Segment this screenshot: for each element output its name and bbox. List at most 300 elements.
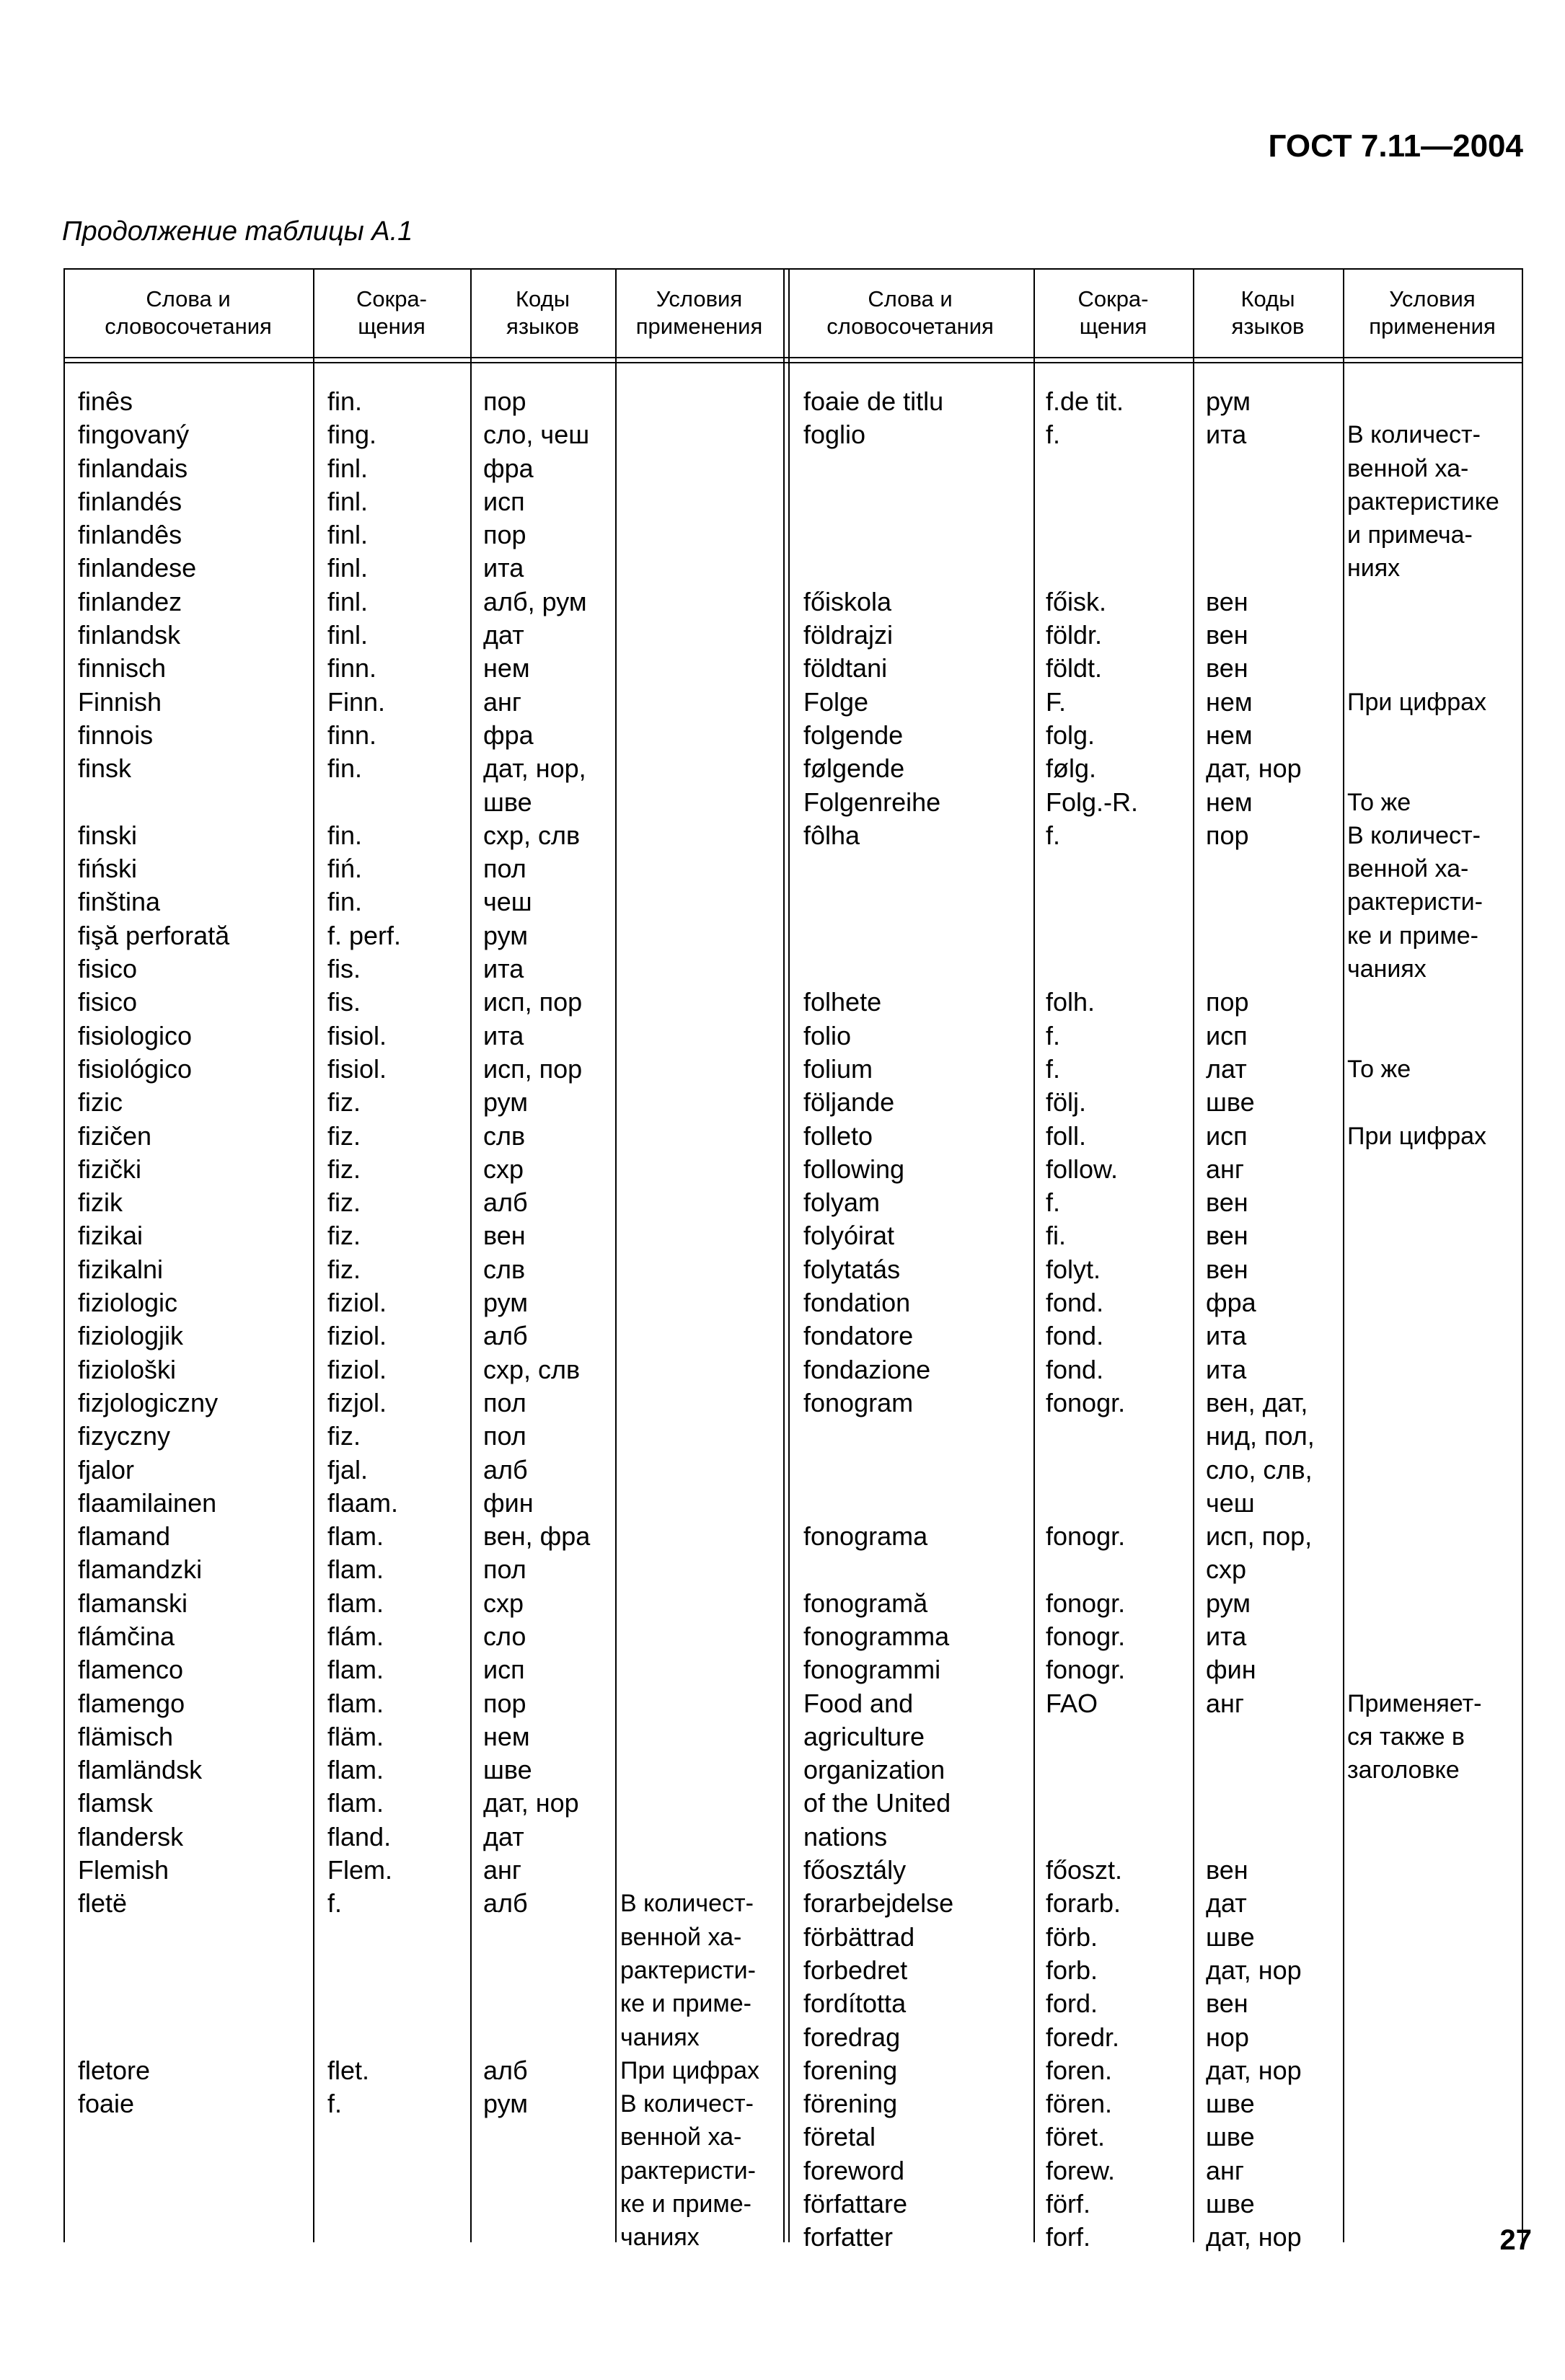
- table-cell: [620, 885, 759, 919]
- table-cell: [78, 1921, 229, 1954]
- column-words-right: [803, 385, 953, 2255]
- table-cell: [327, 2021, 401, 2054]
- table-cell: нем: [1206, 686, 1253, 717]
- table-cell: [78, 2221, 229, 2254]
- table-cell: [1206, 852, 1315, 885]
- table-cell: [1347, 1520, 1499, 1553]
- table-cell: fond.: [1046, 1354, 1104, 1384]
- table-cell: нор: [1206, 2022, 1249, 2052]
- table-cell: вен: [1206, 1855, 1248, 1885]
- table-cell: fonogr.: [1046, 1655, 1126, 1685]
- table-cell: fi.: [1046, 1221, 1067, 1251]
- table-cell: То же: [1347, 1055, 1411, 1083]
- table-cell: fisiol.: [327, 1020, 387, 1050]
- header-words: Слова и словосочетания: [105, 286, 272, 339]
- table-cell: [620, 1053, 759, 1086]
- table-cell: [327, 2154, 401, 2187]
- table-cell: [620, 1454, 759, 1487]
- table-cell: дат, нор: [1206, 2222, 1302, 2252]
- header-abbr-right: Сокра- щения: [1077, 286, 1149, 339]
- table-cell: пол: [483, 1421, 526, 1451]
- col-border: [63, 268, 65, 2242]
- col-border: [1343, 268, 1344, 2242]
- table-cell: [1347, 2120, 1499, 2154]
- table-cell: дат, нор: [483, 1788, 579, 1818]
- table-cell: [327, 1921, 401, 1954]
- table-cell: [1206, 1787, 1315, 1820]
- table-cell: [620, 1386, 759, 1420]
- table-cell: [620, 1787, 759, 1820]
- table-cell: [620, 1687, 759, 1720]
- table-cell: чеш: [483, 887, 532, 917]
- table-cell: forfatter: [803, 2222, 894, 2252]
- table-cell: [620, 719, 759, 752]
- table-cell: [620, 1653, 759, 1686]
- table-cell: fisiológico: [78, 1053, 193, 1084]
- table-cell: рум: [1206, 386, 1251, 416]
- table-cell: алб: [483, 1888, 528, 1919]
- table-cell: f.: [327, 1888, 343, 1919]
- table-cell: [1347, 1319, 1499, 1353]
- table-cell: földt.: [1046, 653, 1103, 684]
- table-cell: fiz.: [327, 1221, 361, 1251]
- table-cell: ита: [483, 954, 524, 984]
- table-cell: [620, 1553, 759, 1586]
- table-cell: fis.: [327, 987, 361, 1017]
- table-cell: fonogramma: [803, 1621, 950, 1651]
- table-cell: fjal.: [327, 1454, 369, 1485]
- table-cell: foglio: [803, 420, 866, 450]
- table-cell: сло: [483, 1621, 526, 1651]
- table-cell: fonogrammi: [803, 1655, 941, 1685]
- table-cell: fingovaný: [78, 420, 190, 450]
- table-cell: [620, 1120, 759, 1153]
- table-cell: föret.: [1046, 2122, 1106, 2152]
- table-cell: finski: [78, 820, 138, 850]
- table-cell: [620, 518, 759, 552]
- table-cell: [1347, 1420, 1499, 1453]
- table-cell: finlandais: [78, 453, 188, 483]
- col-border: [1033, 268, 1035, 2242]
- table-cell: сло, чеш: [483, 420, 590, 450]
- table-cell: folh.: [1046, 987, 1096, 1017]
- table-cell: fordította: [803, 1989, 907, 2019]
- table-cell: исп, пор,: [1206, 1521, 1313, 1552]
- table-cell: finl.: [327, 553, 369, 583]
- table-cell: [620, 852, 759, 885]
- table-cell: following: [803, 1154, 905, 1184]
- table-cell: рактеристике: [1347, 487, 1499, 516]
- table-cell: фра: [1206, 1288, 1256, 1318]
- table-cell: нем: [483, 1721, 530, 1751]
- table-cell: [620, 418, 759, 451]
- table-cell: [1206, 1821, 1315, 1854]
- page-number: 27: [1499, 2224, 1532, 2256]
- table-cell: flam.: [327, 1688, 384, 1718]
- table-cell: [620, 1153, 759, 1186]
- table-cell: венной ха-: [1347, 855, 1469, 883]
- table-cell: пор: [1206, 820, 1249, 850]
- table-cell: fonogr.: [1046, 1521, 1126, 1552]
- table-cell: [1206, 518, 1315, 552]
- table-cell: fis.: [327, 954, 361, 984]
- table-cell: főiskola: [803, 586, 892, 616]
- table-cell: finês: [78, 386, 133, 416]
- table-cell: нем: [1206, 787, 1253, 817]
- table-cell: [483, 1954, 590, 1987]
- table-cell: finnois: [78, 720, 154, 750]
- table-cell: пор: [1206, 987, 1249, 1017]
- table-cell: finl.: [327, 586, 369, 616]
- table-cell: вен: [483, 1221, 526, 1251]
- table-cell: finl.: [327, 520, 369, 550]
- table-cell: ке и приме-: [620, 1990, 751, 2018]
- table-cell: fond.: [1046, 1321, 1104, 1351]
- table-cell: företal: [803, 2122, 876, 2152]
- table-cell: [620, 1720, 759, 1753]
- table-cell: Folgenreihe: [803, 787, 941, 817]
- table-cell: и примеча-: [1347, 521, 1473, 549]
- table-cell: лат: [1206, 1053, 1247, 1084]
- table-cell: рум: [483, 2089, 528, 2119]
- table-cell: слв: [483, 1120, 526, 1151]
- table-cell: fonograma: [803, 1521, 928, 1552]
- table-cell: [483, 2187, 590, 2221]
- table-cell: flämisch: [78, 1721, 174, 1751]
- table-cell: fonogr.: [1046, 1621, 1126, 1651]
- col-border: [615, 268, 617, 2242]
- table-cell: ита: [483, 553, 524, 583]
- table-cell: [78, 1987, 229, 2020]
- table-cell: [803, 919, 953, 952]
- table-cell: [1347, 1186, 1499, 1219]
- col-border: [1193, 268, 1194, 2242]
- table-cell: [78, 1954, 229, 1987]
- table-cell: [1046, 1821, 1138, 1854]
- col-border: [470, 268, 472, 2242]
- table-cell: дат: [483, 620, 524, 650]
- table-cell: [1046, 1454, 1138, 1487]
- table-cell: рум: [483, 1288, 528, 1318]
- table-cell: fisiologico: [78, 1020, 193, 1050]
- table-cell: [1347, 1987, 1499, 2020]
- table-cell: [1206, 485, 1315, 518]
- table-cell: исп: [1206, 1020, 1248, 1050]
- table-cell: схр, слв: [483, 1354, 581, 1384]
- table-cell: [78, 2021, 229, 2054]
- table-cell: ниях: [1347, 554, 1401, 583]
- table-cell: анг: [483, 1855, 522, 1885]
- table-cell: fondation: [803, 1288, 911, 1318]
- table-cell: Food and: [803, 1688, 914, 1718]
- col-border-double: [783, 268, 790, 2242]
- table-cell: [327, 786, 401, 819]
- table-cell: forf.: [1046, 2222, 1091, 2252]
- table-cell: [1046, 919, 1138, 952]
- table-cell: follow.: [1046, 1154, 1119, 1184]
- table-cell: földr.: [1046, 620, 1103, 650]
- table-cell: folgende: [803, 720, 904, 750]
- table-cell: F.: [1046, 686, 1067, 717]
- table-cell: nations: [803, 1821, 888, 1852]
- table-cell: finn.: [327, 720, 377, 750]
- table-cell: författare: [803, 2189, 908, 2219]
- table-cell: шве: [1206, 1087, 1255, 1118]
- table-cell: [483, 2120, 590, 2154]
- table-cell: [327, 2187, 401, 2221]
- table-cell: flam.: [327, 1521, 384, 1552]
- table-cell: [1347, 1954, 1499, 1987]
- table-cell: finnisch: [78, 653, 167, 684]
- table-cell: flamländsk: [78, 1755, 203, 1785]
- table-cell: f.: [327, 2089, 343, 2119]
- table-cell: [1347, 1887, 1499, 1920]
- table-cell: [620, 686, 759, 719]
- table-cell: finn.: [327, 653, 377, 684]
- table-cell: fören.: [1046, 2089, 1113, 2119]
- table-cell: flamenco: [78, 1655, 184, 1685]
- table-cell: [803, 452, 953, 485]
- table-cell: flam.: [327, 1588, 384, 1618]
- table-cell: [620, 952, 759, 986]
- table-cell: fonogramă: [803, 1588, 928, 1618]
- table-cell: рум: [1206, 1588, 1251, 1618]
- table-cell: В количест-: [620, 2090, 754, 2118]
- table-cell: фин: [1206, 1655, 1256, 1685]
- header-codes: Коды языков: [506, 286, 579, 339]
- table-cell: алб: [483, 1187, 528, 1218]
- table-cell: [620, 752, 759, 785]
- table-cell: folyam: [803, 1187, 881, 1218]
- table-cell: förf.: [1046, 2189, 1091, 2219]
- table-cell: forb.: [1046, 1955, 1098, 1985]
- table-cell: förb.: [1046, 1921, 1098, 1952]
- table-cell: fôlha: [803, 820, 860, 850]
- table-cell: ке и приме-: [1347, 921, 1478, 950]
- table-cell: [1347, 2154, 1499, 2187]
- table-cell: flam.: [327, 1554, 384, 1585]
- table-cell: [1347, 719, 1499, 752]
- table-cell: пор: [483, 520, 526, 550]
- table-cell: fiński: [78, 854, 138, 884]
- table-cell: [620, 385, 759, 418]
- table-cell: fizic: [78, 1087, 123, 1118]
- table-cell: дат, нор: [1206, 2055, 1302, 2085]
- table-cell: folyóirat: [803, 1221, 895, 1251]
- table-cell: fiziologjik: [78, 1321, 184, 1351]
- table-cell: нид, пол,: [1206, 1421, 1315, 1451]
- table-cell: flám.: [327, 1621, 384, 1651]
- table-cell: finština: [78, 887, 161, 917]
- table-cell: förening: [803, 2089, 898, 2119]
- table-cell: пол: [483, 1387, 526, 1417]
- table-cell: fiziološki: [78, 1354, 177, 1384]
- table-cell: [620, 1019, 759, 1053]
- column-conditions-left: [620, 385, 759, 2255]
- table-cell: Flem.: [327, 1855, 392, 1885]
- table-cell: f.: [1046, 1187, 1061, 1218]
- table-cell: исп: [483, 486, 525, 516]
- standard-designation: ГОСТ 7.11—2004: [1268, 128, 1523, 164]
- table-cell: forbedret: [803, 1955, 908, 1985]
- table-cell: вен: [1206, 586, 1248, 616]
- table-cell: flamengo: [78, 1688, 185, 1718]
- table-cell: [803, 485, 953, 518]
- table-cell: fletë: [78, 1888, 128, 1919]
- table-cell: foren.: [1046, 2055, 1113, 2085]
- table-cell: [1347, 1353, 1499, 1386]
- table-cell: [1347, 385, 1499, 418]
- table-cell: fjalor: [78, 1454, 135, 1485]
- table-cell: [483, 2154, 590, 2187]
- table-cell: följande: [803, 1087, 895, 1118]
- table-cell: [1347, 1386, 1499, 1420]
- table-cell: фра: [483, 720, 534, 750]
- table-cell: [1046, 1487, 1138, 1520]
- table-cell: fiziol.: [327, 1288, 387, 1318]
- table-cell: ита: [1206, 1321, 1247, 1351]
- table-cell: [803, 552, 953, 585]
- table-cell: нем: [1206, 720, 1253, 750]
- table-cell: рактеристи-: [620, 2156, 756, 2185]
- table-cell: [1347, 1086, 1499, 1119]
- table-cell: flam.: [327, 1755, 384, 1785]
- table-cell: [1206, 919, 1315, 952]
- column-words-left: [78, 385, 229, 2255]
- header-abbr: Сокра- щения: [356, 286, 427, 339]
- table-cell: folyt.: [1046, 1254, 1101, 1284]
- table-cell: шве: [1206, 2122, 1255, 2152]
- table-cell: fiz.: [327, 1120, 361, 1151]
- table-cell: of the United: [803, 1788, 951, 1818]
- table-cell: вен: [1206, 620, 1248, 650]
- table-cell: дат, нор,: [483, 753, 586, 784]
- table-cell: рактеристи-: [1347, 888, 1483, 916]
- table-cell: f.: [1046, 1053, 1061, 1084]
- table-cell: В количест-: [620, 1890, 754, 1918]
- table-cell: finl.: [327, 453, 369, 483]
- table-cell: [327, 1954, 401, 1987]
- table-cell: [1046, 452, 1138, 485]
- table-cell: [1206, 452, 1315, 485]
- table-cell: finlandsk: [78, 620, 181, 650]
- table-cell: заголовке: [1347, 1756, 1460, 1784]
- table-cell: folio: [803, 1020, 852, 1050]
- table-cell: fişă perforată: [78, 920, 230, 950]
- table-cell: чаниях: [620, 2023, 700, 2051]
- table-cell: fläm.: [327, 1721, 384, 1751]
- table-cell: fizik: [78, 1187, 123, 1218]
- column-codes-left: [483, 385, 590, 2255]
- header-conditions: Условия применения: [635, 286, 763, 339]
- table-cell: [483, 2221, 590, 2254]
- table-cell: fletore: [78, 2055, 151, 2085]
- table-cell: f. perf.: [327, 920, 402, 950]
- table-cell: [803, 952, 953, 986]
- table-cell: fing.: [327, 420, 377, 450]
- table-cell: вен: [1206, 1989, 1248, 2019]
- table-cell: [620, 585, 759, 619]
- table-cell: [620, 1821, 759, 1854]
- table-cell: [620, 1587, 759, 1620]
- table-cell: FAO: [1046, 1688, 1098, 1718]
- table-cell: főosztály: [803, 1855, 907, 1885]
- table-cell: При цифрах: [1347, 688, 1487, 716]
- table-cell: При цифрах: [1347, 1122, 1487, 1150]
- column-codes-right: [1206, 385, 1315, 2255]
- table-cell: [1046, 852, 1138, 885]
- table-cell: схр: [483, 1588, 524, 1618]
- table-cell: [483, 1921, 590, 1954]
- table-cell: fonogram: [803, 1387, 914, 1417]
- header-codes-right: Коды языков: [1231, 286, 1305, 339]
- table-cell: flam.: [327, 1788, 384, 1818]
- table-cell: [1347, 619, 1499, 652]
- table-cell: főisk.: [1046, 586, 1107, 616]
- table-cell: fiziol.: [327, 1354, 387, 1384]
- table-cell: чеш: [1206, 1487, 1255, 1518]
- header-words-right: Слова и словосочетания: [826, 286, 994, 339]
- table-cell: пор: [483, 386, 526, 416]
- table-cell: [1046, 952, 1138, 986]
- table-cell: főoszt.: [1046, 1855, 1123, 1885]
- table-cell: Finnish: [78, 686, 162, 717]
- table-cell: fisico: [78, 987, 138, 1017]
- table-cell: fin.: [327, 887, 363, 917]
- table-cell: [1347, 986, 1499, 1019]
- table-cell: вен: [1206, 1187, 1248, 1218]
- table-cell: [803, 518, 953, 552]
- table-cell: [803, 1487, 953, 1520]
- table-cell: flamanski: [78, 1588, 188, 1618]
- table-cell: чаниях: [620, 2224, 700, 2252]
- table-cell: f.: [1046, 1020, 1061, 1050]
- table-cell: [1347, 1153, 1499, 1186]
- table-cell: fin.: [327, 820, 363, 850]
- table-cell: fiz.: [327, 1421, 361, 1451]
- table-cell: [803, 1454, 953, 1487]
- table-cell: finlandés: [78, 486, 182, 516]
- table-cell: fondazione: [803, 1354, 931, 1384]
- table-cell: [1347, 1219, 1499, 1252]
- table-cell: [327, 1987, 401, 2020]
- header-conditions-right: Условия применения: [1369, 286, 1496, 339]
- table-cell: fiziol.: [327, 1321, 387, 1351]
- table-cell: вен: [1206, 1221, 1248, 1251]
- table-cell: forew.: [1046, 2155, 1116, 2185]
- table-cell: венной ха-: [1347, 454, 1469, 482]
- table-cell: [327, 2120, 401, 2154]
- table-cell: анг: [483, 686, 522, 717]
- table-cell: finl.: [327, 620, 369, 650]
- table-cell: flam.: [327, 1655, 384, 1685]
- table-cell: [483, 2021, 590, 2054]
- table-cell: folleto: [803, 1120, 873, 1151]
- table-cell: [1347, 1821, 1499, 1854]
- table-cell: flet.: [327, 2055, 370, 2085]
- table-cell: fizički: [78, 1154, 141, 1184]
- table-cell: folium: [803, 1053, 873, 1084]
- table-cell: fizjol.: [327, 1387, 387, 1417]
- table-cell: f.: [1046, 420, 1061, 450]
- table-cell: [1347, 2054, 1499, 2087]
- table-cell: [1046, 885, 1138, 919]
- table-cell: [620, 1487, 759, 1520]
- table-cell: сло, слв,: [1206, 1454, 1313, 1485]
- table-cell: förbättrad: [803, 1921, 915, 1952]
- table-cell: [1347, 2221, 1499, 2254]
- table-cell: [620, 1753, 759, 1787]
